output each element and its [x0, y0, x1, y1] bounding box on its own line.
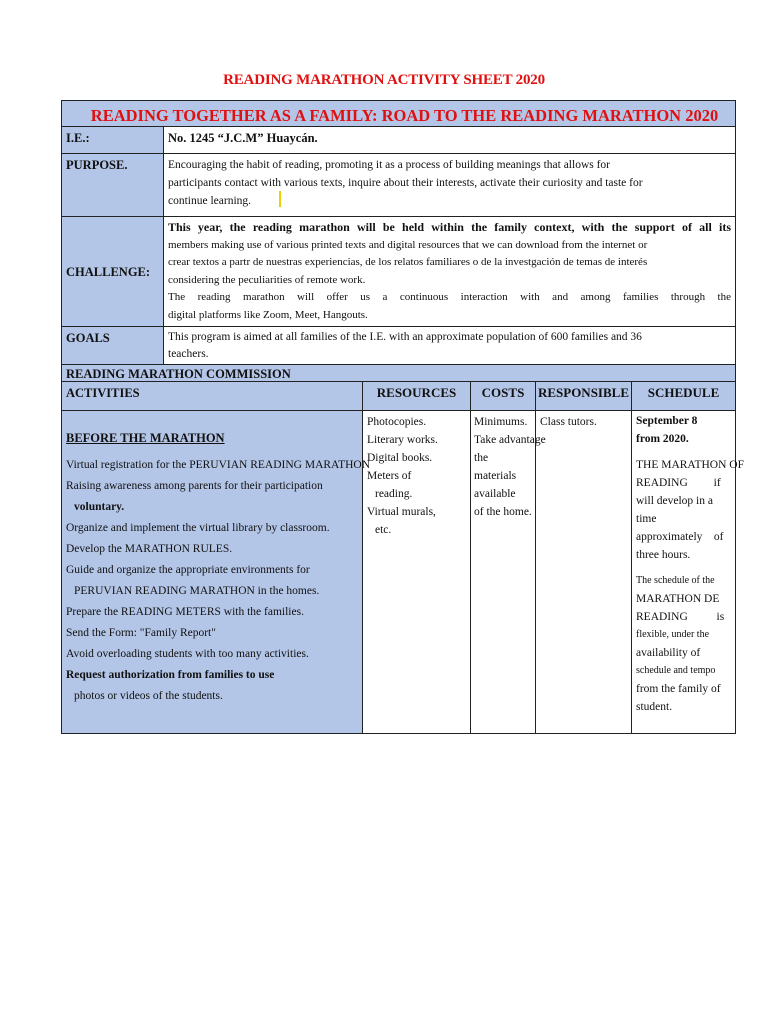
banner-title: READING TOGETHER AS A FAMILY: ROAD TO THE READING MARATHON 2020: [61, 100, 736, 127]
col-costs: COSTS: [470, 381, 536, 411]
cost-item: the: [474, 452, 489, 464]
schedule-item: student.: [636, 701, 673, 713]
schedule-cell: [631, 410, 744, 734]
cost-item: available: [474, 488, 516, 500]
activity-item: Virtual registration for the PERUVIAN READING MARATHON: [66, 459, 371, 471]
cost-item: Minimums.: [474, 416, 528, 428]
challenge-line: considering the peculiarities of remote work.: [168, 273, 366, 286]
activity-item: Request authorization from families to use: [66, 669, 275, 681]
activity-item: Avoid overloading students with too many activities.: [66, 648, 309, 660]
resource-item: Photocopies.: [367, 416, 427, 428]
activity-sheet-table: [61, 100, 744, 734]
activity-item: Send the Form: "Family Report": [66, 627, 216, 639]
responsible-cell: [535, 410, 632, 734]
col-responsible: RESPONSIBLE: [535, 381, 632, 411]
schedule-item: approximately of: [636, 531, 724, 543]
activities-heading: BEFORE THE MARATHON: [66, 431, 225, 445]
text-cursor: [279, 191, 281, 207]
activities-cell: [61, 410, 371, 734]
activity-item: Organize and implement the virtual library by classroom.: [66, 522, 330, 534]
challenge-line: crear textos a partr de nuestras experiencias, de los relatos familiares o de la investgación de temas de interés: [168, 256, 648, 268]
goals-label: GOALS: [61, 326, 164, 365]
commission-label: READING MARATHON COMMISSION: [61, 364, 736, 382]
challenge-line: members making use of various printed texts and digital resources that we can download from the internet or: [168, 238, 648, 251]
challenge-text: [163, 216, 736, 327]
purpose-line: continue learning.: [168, 195, 252, 207]
resource-item: Literary works.: [367, 434, 438, 446]
cost-item: materials: [474, 470, 517, 482]
schedule-item: READING is: [636, 611, 725, 623]
cost-item: Take advantage: [474, 434, 546, 446]
challenge-line: The reading marathon will offer us a continuous interaction with and among families through the: [168, 291, 731, 303]
activity-item: voluntary.: [74, 501, 125, 513]
ie-label: I.E.:: [61, 126, 164, 154]
purpose-label: PURPOSE.: [61, 153, 164, 217]
schedule-item: THE MARATHON OF: [636, 459, 744, 471]
activity-item: PERUVIAN READING MARATHON in the homes.: [74, 585, 320, 597]
schedule-item: time: [636, 513, 657, 525]
resource-item: Meters of: [367, 470, 412, 482]
activity-item: Develop the MARATHON RULES.: [66, 543, 233, 555]
goals-line: This program is aimed at all families of the I.E. with an approximate population of 600 families and 36: [168, 331, 642, 343]
schedule-item: READING if: [636, 477, 721, 489]
schedule-item: from 2020.: [636, 433, 689, 445]
costs-cell: [470, 410, 546, 734]
resource-item: Virtual murals,: [367, 506, 436, 518]
schedule-item: availability of: [636, 647, 701, 659]
ie-value: No. 1245 “J.C.M” Huaycán.: [163, 126, 736, 154]
challenge-line: This year, the reading marathon will be held within the family context, with the support of all its: [168, 220, 731, 234]
schedule-item: schedule and tempo: [636, 665, 716, 676]
resource-item: reading.: [375, 488, 413, 500]
cost-item: of the home.: [474, 506, 532, 518]
col-activities: ACTIVITIES: [61, 381, 363, 411]
goals-line: teachers.: [168, 348, 209, 360]
activity-item: Raising awareness among parents for their participation: [66, 480, 323, 492]
schedule-item: flexible, under the: [636, 629, 710, 640]
schedule-item: from the family of: [636, 683, 721, 695]
goals-text: [163, 326, 736, 365]
purpose-text: [163, 153, 736, 217]
challenge-label: CHALLENGE:: [66, 264, 151, 279]
col-resources: RESOURCES: [362, 381, 471, 411]
activity-item: Prepare the READING METERS with the families.: [66, 606, 304, 618]
resource-item: Digital books.: [367, 452, 433, 464]
challenge-label-cell: [61, 216, 164, 327]
col-schedule: SCHEDULE: [631, 381, 736, 411]
document-title: READING MARATHON ACTIVITY SHEET 2020: [223, 72, 545, 88]
purpose-line: Encouraging the habit of reading, promoting it as a process of building meanings that allows for: [168, 159, 611, 171]
schedule-item: three hours.: [636, 549, 691, 561]
activity-item: Guide and organize the appropriate environments for: [66, 564, 310, 576]
schedule-item: MARATHON DE: [636, 593, 720, 605]
resources-cell: [362, 410, 471, 734]
activity-item: photos or videos of the students.: [74, 690, 223, 702]
schedule-item: will develop in a: [636, 495, 713, 507]
purpose-line: participants contact with various texts, inquire about their interests, activate their curiosity and taste for: [168, 177, 643, 189]
schedule-item: September 8: [636, 415, 698, 427]
schedule-item: The schedule of the: [636, 575, 715, 586]
challenge-line: digital platforms like Zoom, Meet, Hangouts.: [168, 308, 368, 321]
resource-item: etc.: [375, 524, 392, 536]
responsible-value: Class tutors.: [540, 416, 597, 428]
